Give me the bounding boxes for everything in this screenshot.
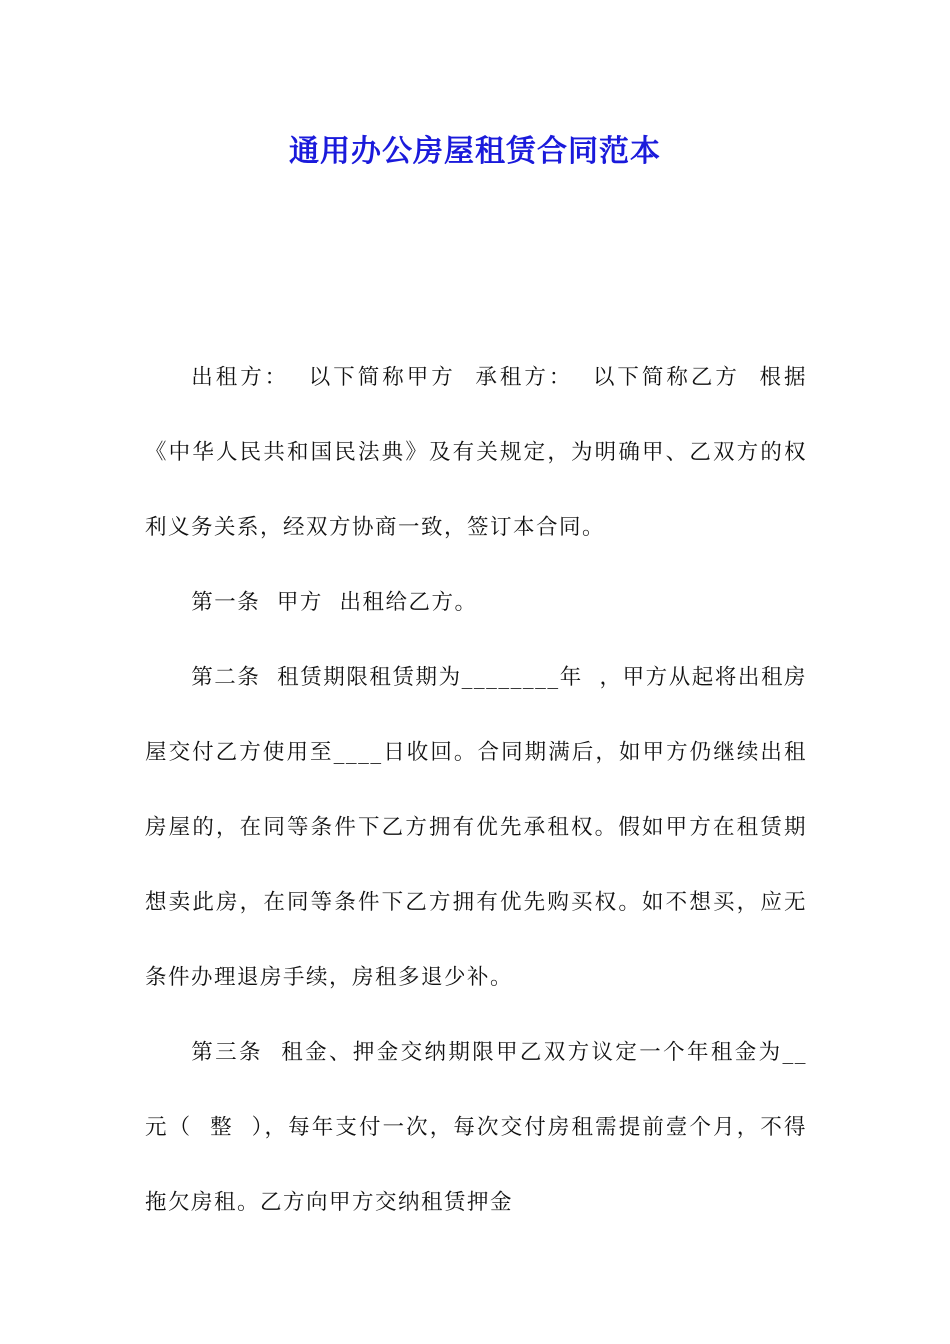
paragraph-preamble: 出租方： 以下简称甲方 承租方： 以下简称乙方 根据《中华人民共和国民法典》及有关规定，为明确甲、乙双方的权利义务关系，经双方协商一致，签订本合同。 xyxy=(145,365,807,540)
document-body xyxy=(145,340,807,1240)
document-title: 通用办公房屋租赁合同范本 xyxy=(289,134,661,169)
paragraph-article-2: 第二条 租赁期限租赁期为________年 ，甲方从起将出租房屋交付乙方使用至____日收回。合同期满后，如甲方仍继续出租房屋的，在同等条件下乙方拥有优先承租权。假如甲方在租赁期想卖此房，在同等条件下乙方拥有优先购买权。如不想买，应无条件办理退房手续，房租多退少补。 xyxy=(145,665,807,990)
paragraph-article-1: 第一条 甲方 出租给乙方。 xyxy=(191,590,478,615)
paragraph-article-3: 第三条 租金、押金交纳期限甲乙双方议定一个年租金为__元（ 整 ），每年支付一次，每次交付房租需提前壹个月，不得拖欠房租。乙方向甲方交纳租赁押金 xyxy=(145,1040,807,1215)
